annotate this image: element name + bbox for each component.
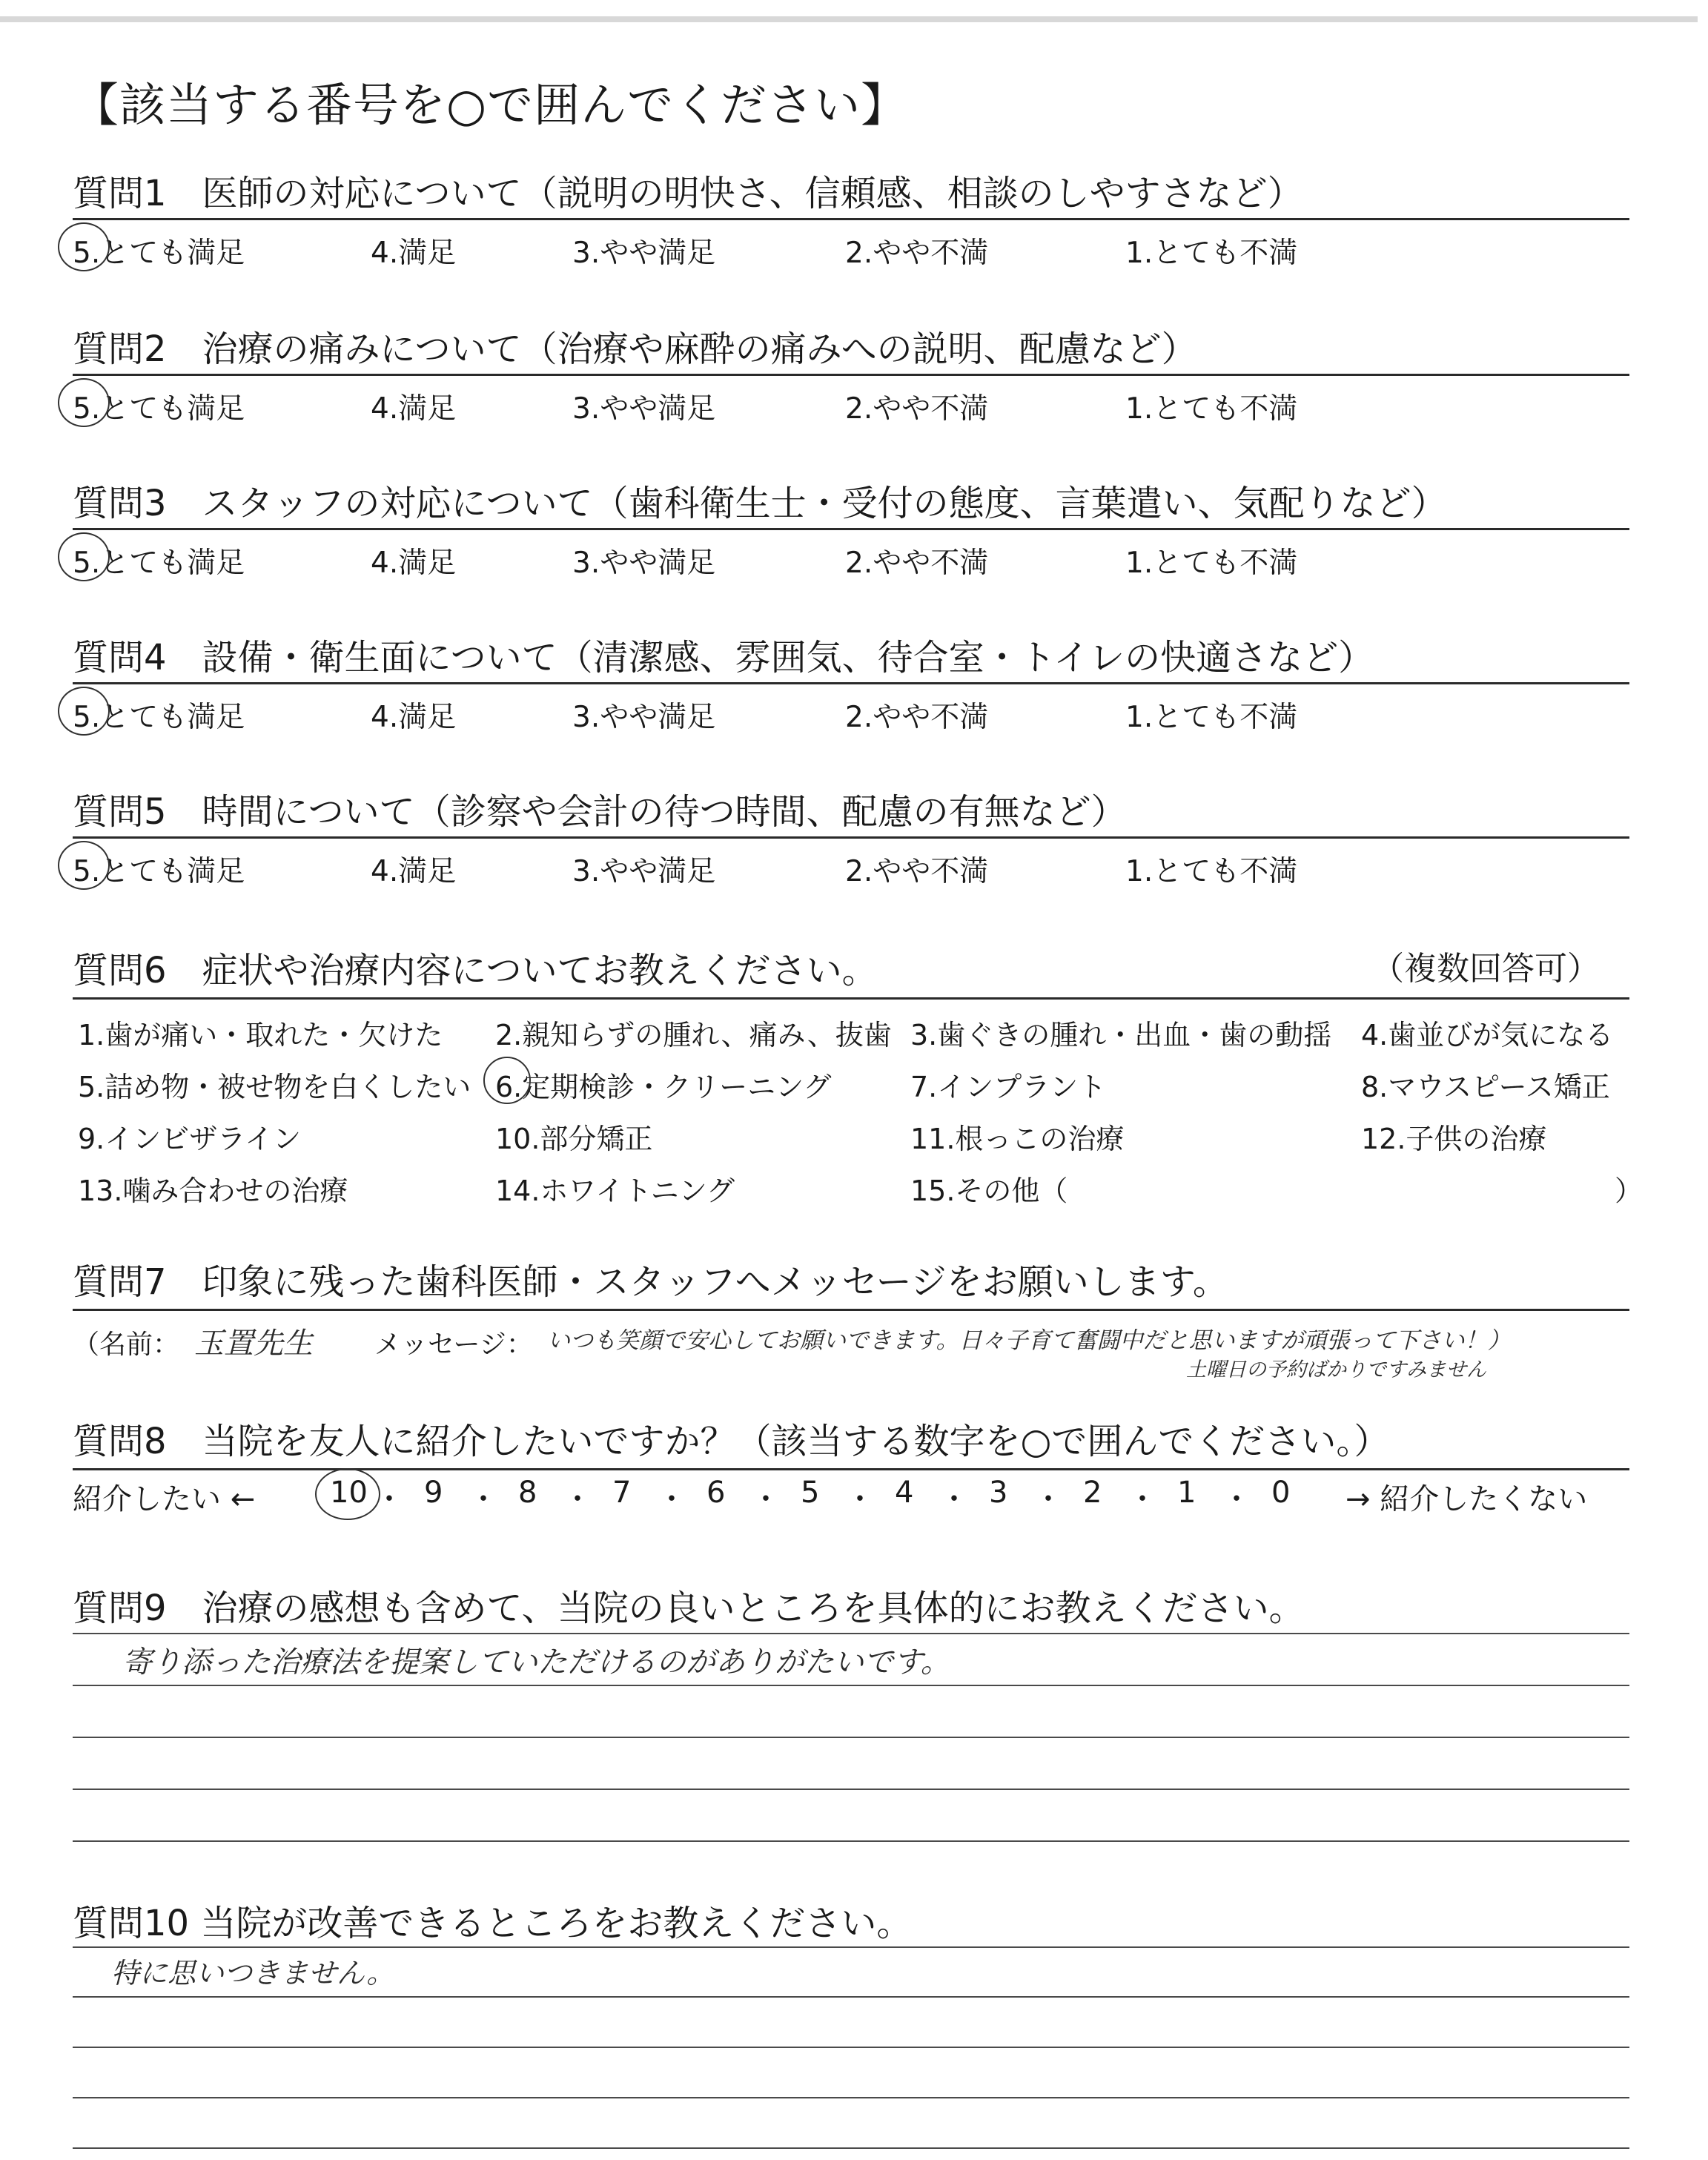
q6-option[interactable]: 7.インプラント — [910, 1071, 1107, 1103]
q3-option[interactable]: 1.とても不満 — [1125, 546, 1298, 580]
q3-option[interactable]: 4.満足 — [371, 546, 457, 580]
q8-scale-separator: ・ — [751, 1482, 781, 1516]
q6-selection-circle — [483, 1057, 531, 1104]
q1-title: 質問1 医師の対応について（説明の明快さ、信頼感、相談のしやすさなど） — [73, 173, 1303, 214]
q10-write-line — [73, 1996, 1629, 1998]
q9-write-line — [73, 1633, 1629, 1634]
q10-write-line — [73, 1946, 1629, 1948]
q8-scale-value[interactable]: 6 — [706, 1476, 726, 1510]
q9-write-line — [73, 1737, 1629, 1738]
q8-rule — [73, 1468, 1629, 1470]
q8-right-label: → 紹介したくない — [1345, 1482, 1588, 1516]
q3-option[interactable]: 5.とても満足 — [73, 546, 245, 580]
q6-option[interactable]: 10.部分矯正 — [495, 1123, 653, 1155]
q8-scale-separator: ・ — [657, 1482, 686, 1516]
q2-option[interactable]: 1.とても不満 — [1125, 392, 1298, 426]
q5-option[interactable]: 3.やや満足 — [572, 855, 716, 888]
q4-rule — [73, 682, 1629, 684]
q2-option[interactable]: 3.やや満足 — [572, 392, 716, 426]
q2-option[interactable]: 4.満足 — [371, 392, 457, 426]
q6-option[interactable]: 11.根っこの治療 — [910, 1123, 1125, 1155]
q9-write-line — [73, 1685, 1629, 1686]
q7-name-handwritten: 玉置先生 — [194, 1327, 313, 1361]
q6-title: 質問6 症状や治療内容についてお教えください。 — [73, 950, 878, 991]
q5-selection-circle — [58, 841, 110, 890]
q5-title: 質問5 時間について（診察や会計の待つ時間、配慮の有無など） — [73, 791, 1127, 833]
q8-scale-separator: ・ — [845, 1482, 875, 1516]
q2-option[interactable]: 2.やや不満 — [845, 392, 989, 426]
q4-option[interactable]: 2.やや不満 — [845, 701, 989, 734]
q6-option[interactable]: 9.インビザライン — [78, 1123, 302, 1155]
q2-option[interactable]: 5.とても満足 — [73, 392, 245, 426]
page-header: 【該当する番号を○で囲んでください】 — [73, 78, 908, 132]
q2-rule — [73, 374, 1629, 376]
q6-option[interactable]: 6.定期検診・クリーニング — [495, 1071, 832, 1103]
q4-option[interactable]: 5.とても満足 — [73, 701, 245, 734]
q9-write-line — [73, 1840, 1629, 1842]
q10-title: 質問10 当院が改善できるところをお教えください。 — [73, 1903, 913, 1944]
q6-option[interactable]: 5.詰め物・被せ物を白くしたい — [78, 1071, 471, 1103]
q8-scale-value[interactable]: 7 — [612, 1476, 632, 1510]
q10-write-line — [73, 2097, 1629, 2098]
q6-option: ） — [1615, 1175, 1644, 1207]
q8-selection-circle — [315, 1468, 380, 1520]
q5-option[interactable]: 1.とても不満 — [1125, 855, 1298, 888]
q4-option[interactable]: 1.とても不満 — [1125, 701, 1298, 734]
q9-title: 質問9 治療の感想も含めて、当院の良いところを具体的にお教えください。 — [73, 1588, 1305, 1629]
q8-scale-separator: ・ — [1128, 1482, 1157, 1516]
q7-message-label: メッセージ： — [374, 1330, 533, 1360]
q7-title: 質問7 印象に残った歯科医師・スタッフへメッセージをお願いします。 — [73, 1261, 1228, 1303]
q5-option[interactable]: 5.とても満足 — [73, 855, 245, 888]
q8-left-label: 紹介したい ← — [73, 1482, 256, 1516]
q8-title: 質問8 当院を友人に紹介したいですか？（該当する数字を○で囲んでください。） — [73, 1421, 1390, 1462]
q8-scale-value[interactable]: 9 — [424, 1476, 443, 1510]
q6-rule — [73, 997, 1629, 1000]
q1-selection-circle — [58, 222, 110, 271]
q1-rule — [73, 218, 1629, 220]
q6-option[interactable]: 12.子供の治療 — [1361, 1123, 1547, 1155]
q6-option[interactable]: 1.歯が痛い・取れた・欠けた — [78, 1019, 443, 1051]
q5-option[interactable]: 4.満足 — [371, 855, 457, 888]
q7-rule — [73, 1309, 1629, 1311]
scan-top-edge — [0, 16, 1698, 22]
q8-scale-value[interactable]: 3 — [989, 1476, 1008, 1510]
q3-selection-circle — [58, 532, 110, 581]
q1-option[interactable]: 1.とても不満 — [1125, 237, 1298, 270]
q8-scale-separator: ・ — [1033, 1482, 1063, 1516]
q6-note: （複数回答可） — [1371, 950, 1600, 988]
q7-message-handwritten-1: いつも笑顔で安心してお願いできます。日々子育て奮闘中だと思いますが頑張って下さい！） — [547, 1327, 1511, 1354]
q9-write-line — [73, 1789, 1629, 1790]
q1-option[interactable]: 3.やや満足 — [572, 237, 716, 270]
q2-selection-circle — [58, 378, 110, 427]
q5-option[interactable]: 2.やや不満 — [845, 855, 989, 888]
q4-option[interactable]: 3.やや満足 — [572, 701, 716, 734]
q8-scale-value[interactable]: 0 — [1271, 1476, 1291, 1510]
q5-rule — [73, 836, 1629, 839]
q8-scale-separator: ・ — [563, 1482, 592, 1516]
q9-answer-handwritten: 寄り添った治療法を提案していただけるのがありがたいです。 — [122, 1645, 950, 1680]
q6-option[interactable]: 13.噛み合わせの治療 — [78, 1175, 348, 1207]
q3-rule — [73, 528, 1629, 530]
q6-option[interactable]: 4.歯並びが気になる — [1361, 1019, 1614, 1051]
q1-option[interactable]: 5.とても満足 — [73, 237, 245, 270]
q4-title: 質問4 設備・衛生面について（清潔感、雰囲気、待合室・トイレの快適さなど） — [73, 637, 1374, 678]
q1-option[interactable]: 2.やや不満 — [845, 237, 989, 270]
q6-option[interactable]: 8.マウスピース矯正 — [1361, 1071, 1610, 1103]
q3-option[interactable]: 2.やや不満 — [845, 546, 989, 580]
q8-scale-value[interactable]: 8 — [518, 1476, 537, 1510]
q7-message-handwritten-2: 土曜日の予約ばかりですみません — [1186, 1358, 1486, 1381]
q10-answer-handwritten: 特に思いつきません。 — [111, 1957, 395, 1989]
q8-scale-separator: ・ — [469, 1482, 498, 1516]
q7-name-label: （名前： — [73, 1330, 180, 1360]
q8-scale-value[interactable]: 2 — [1083, 1476, 1102, 1510]
q8-scale-value[interactable]: 5 — [801, 1476, 820, 1510]
q8-scale-value[interactable]: 4 — [895, 1476, 914, 1510]
q6-option[interactable]: 2.親知らずの腫れ、痛み、抜歯 — [495, 1019, 892, 1051]
q6-option[interactable]: 15.その他（ — [910, 1175, 1068, 1207]
q8-scale-separator: ・ — [939, 1482, 969, 1516]
q10-write-line — [73, 2147, 1629, 2149]
q6-option[interactable]: 14.ホワイトニング — [495, 1175, 735, 1207]
q1-option[interactable]: 4.満足 — [371, 237, 457, 270]
q6-option[interactable]: 3.歯ぐきの腫れ・出血・歯の動揺 — [910, 1019, 1332, 1051]
q2-title: 質問2 治療の痛みについて（治療や麻酔の痛みへの説明、配慮など） — [73, 328, 1197, 370]
q4-selection-circle — [58, 687, 110, 736]
q8-scale-separator: ・ — [374, 1482, 404, 1516]
q8-scale-value[interactable]: 1 — [1177, 1476, 1196, 1510]
q3-title: 質問3 スタッフの対応について（歯科衛生士・受付の態度、言葉遣い、気配りなど） — [73, 483, 1447, 524]
q8-scale-separator: ・ — [1222, 1482, 1251, 1516]
q10-write-line — [73, 2047, 1629, 2048]
q8-scale-value[interactable]: 10 — [330, 1476, 368, 1510]
q3-option[interactable]: 3.やや満足 — [572, 546, 716, 580]
q4-option[interactable]: 4.満足 — [371, 701, 457, 734]
